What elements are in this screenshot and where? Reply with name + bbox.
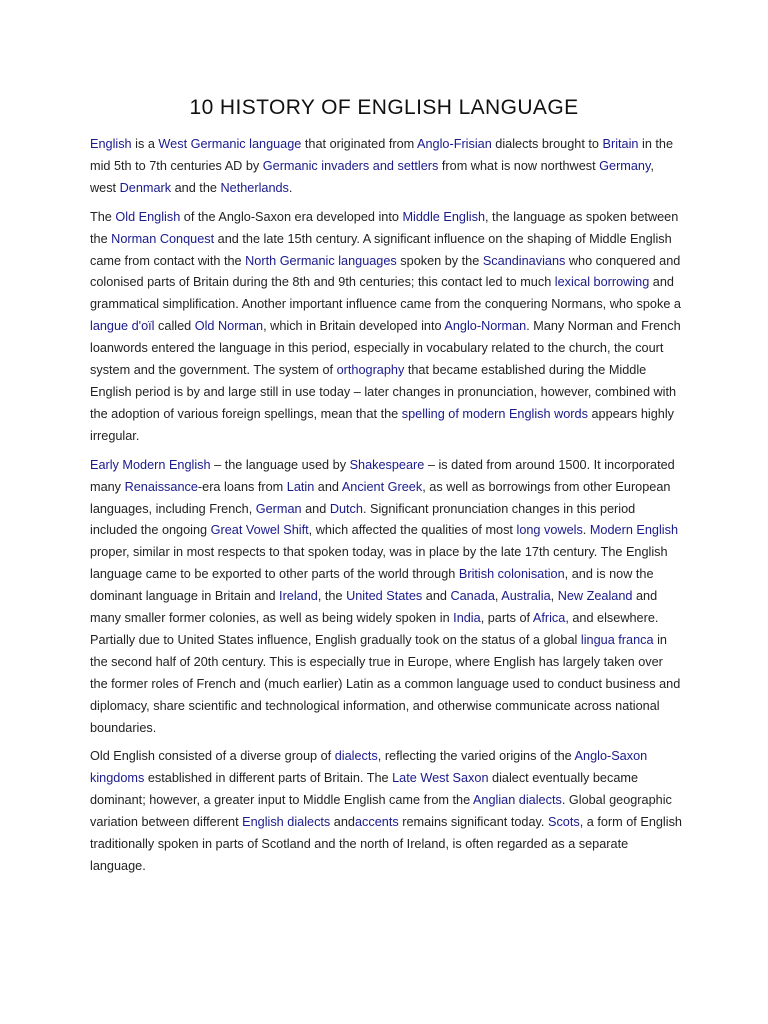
text-run: , parts of xyxy=(480,611,533,626)
text-run: proper, similar in most respects to that spoken today, was in place by the late 17th century. The English language came to be exported to other parts of the world through xyxy=(90,545,668,582)
inline-link[interactable]: Old Norman xyxy=(194,319,264,334)
inline-link[interactable]: English dialects xyxy=(242,815,331,830)
text-run: and xyxy=(330,815,355,830)
paragraph-4 xyxy=(90,746,682,877)
inline-link[interactable]: Scandinavians xyxy=(482,253,566,268)
text-run: , the language as spoken between the xyxy=(90,209,679,246)
inline-link[interactable]: Germany xyxy=(599,158,651,173)
inline-link[interactable]: Britain xyxy=(602,137,639,151)
inline-link[interactable]: British colonisation xyxy=(458,567,565,582)
inline-link[interactable]: Anglo-Saxon kingdoms xyxy=(90,749,648,786)
text-run: . xyxy=(288,180,293,195)
inline-link[interactable]: Old English xyxy=(115,209,181,224)
inline-link[interactable]: accents xyxy=(354,815,399,830)
inline-link[interactable]: Shakespeare xyxy=(349,457,425,472)
inline-link[interactable]: English xyxy=(90,137,132,151)
paragraph-3 xyxy=(90,455,682,740)
inline-link[interactable]: Denmark xyxy=(119,180,172,195)
inline-link[interactable]: dialects xyxy=(334,749,378,764)
text-run: . Many Norman and French loanwords entered the language in this period, especially in vocabulary related to the church, the court system and the government. The system of xyxy=(90,319,681,378)
text-run: remains significant today. xyxy=(398,815,548,830)
text-run: , and elsewhere. Partially due to United States influence, English gradually took on the status of a global xyxy=(90,611,659,647)
page-title: 10 HISTORY OF ENGLISH LANGUAGE xyxy=(189,96,579,119)
inline-link[interactable]: Australia xyxy=(501,589,551,604)
inline-link[interactable]: Canada xyxy=(450,589,495,604)
text-run: and xyxy=(301,501,330,516)
inline-link[interactable]: Germanic invaders and settlers xyxy=(262,158,439,173)
inline-link[interactable]: Modern English xyxy=(589,523,679,538)
text-run: , reflecting the varied origins of the xyxy=(377,749,575,764)
text-run: and the late 15th century. A significant influence on the shaping of Middle English came from contact with the xyxy=(90,231,672,268)
text-run: , which affected the qualities of most xyxy=(308,523,517,538)
article-body xyxy=(90,134,682,885)
text-run: from what is now northwest xyxy=(438,158,600,173)
inline-link[interactable]: lingua franca xyxy=(580,632,654,647)
text-run: , xyxy=(550,589,558,604)
text-run: is a xyxy=(131,137,159,151)
text-run: – is dated from around 1500. It incorporated many xyxy=(90,457,675,494)
text-run: and xyxy=(314,479,342,494)
text-run: , which in Britain developed into xyxy=(263,319,445,334)
inline-link[interactable]: India xyxy=(453,611,481,626)
text-run: , a form of English traditionally spoken in parts of Scotland and the north of Ireland, is often regarded as a separate language. xyxy=(90,815,682,873)
inline-link[interactable]: Netherlands xyxy=(220,180,289,195)
inline-link[interactable]: Norman Conquest xyxy=(111,231,215,246)
text-run: in the mid 5th to 7th centuries AD by xyxy=(90,137,674,173)
text-run: . xyxy=(582,523,590,538)
inline-link[interactable]: Early Modern English xyxy=(90,457,211,472)
inline-link[interactable]: Ancient Greek xyxy=(341,479,423,494)
text-run: appears highly irregular. xyxy=(90,406,674,443)
inline-link[interactable]: Dutch xyxy=(329,501,363,516)
text-run: dialects brought to xyxy=(491,137,603,151)
inline-link[interactable]: Anglian dialects xyxy=(472,793,562,808)
text-run: – the language used by xyxy=(210,457,350,472)
text-run: that originated from xyxy=(301,137,418,151)
inline-link[interactable]: North Germanic languages xyxy=(245,253,397,268)
inline-link[interactable]: Latin xyxy=(286,479,315,494)
text-run: in the second half of 20th century. This is especially true in Europe, where English has largely taken over the former roles of French and (much earlier) Latin as a common language used to conduct business and diplomacy, share scientific and technological information, and otherwise communicate across national boundaries. xyxy=(90,632,681,735)
text-run: spoken by the xyxy=(396,253,483,268)
text-run: , and is now the dominant language in Britain and xyxy=(90,567,654,604)
text-run: and the xyxy=(171,180,221,195)
text-run: -era loans from xyxy=(197,479,287,494)
inline-link[interactable]: spelling of modern English words xyxy=(401,406,588,421)
inline-link[interactable]: German xyxy=(255,501,302,516)
inline-link[interactable]: Anglo-Frisian xyxy=(417,137,492,151)
text-run: and grammatical simplification. Another important influence came from the conquering Normans, who spoke a xyxy=(90,275,681,312)
inline-link[interactable]: Renaissance xyxy=(124,479,198,494)
text-run: who conquered and colonised parts of Britain during the 8th and 9th centuries; this contact led to much xyxy=(90,253,681,290)
text-run: and many smaller former colonies, as well as being widely spoken in xyxy=(90,589,658,626)
text-run: dialect eventually became dominant; however, a greater input to Middle English came from the xyxy=(90,771,639,808)
inline-link[interactable]: United States xyxy=(346,589,423,604)
text-run: The xyxy=(90,209,116,224)
inline-link[interactable]: Scots xyxy=(547,815,580,830)
text-run: that became established during the Middle English period is by and large still in use today – later changes in pronunciation, however, combined with the adoption of various foreign spellings, mean that the xyxy=(90,363,677,421)
inline-link[interactable]: Great Vowel Shift xyxy=(210,523,309,538)
inline-link[interactable]: Late West Saxon xyxy=(392,771,489,786)
inline-link[interactable]: Anglo-Norman xyxy=(444,319,527,334)
text-run: , west xyxy=(90,158,654,195)
text-run: and xyxy=(422,589,451,604)
inline-link[interactable]: long vowels xyxy=(516,523,583,538)
paragraph-2 xyxy=(90,207,682,448)
inline-link[interactable]: langue d'oïl xyxy=(90,319,155,334)
text-run: called xyxy=(154,319,195,334)
text-run: of the Anglo-Saxon era developed into xyxy=(180,209,403,224)
text-run: Old English consisted of a diverse group of xyxy=(90,749,335,764)
inline-link[interactable]: Middle English xyxy=(402,209,485,224)
text-run: , the xyxy=(317,589,347,604)
inline-link[interactable]: orthography xyxy=(336,363,405,378)
text-run: established in different parts of Britain. The xyxy=(144,771,393,786)
inline-link[interactable]: West Germanic language xyxy=(158,137,302,151)
inline-link[interactable]: lexical borrowing xyxy=(554,275,650,290)
text-run: , as well as borrowings from other European languages, including French, xyxy=(90,479,671,516)
inline-link[interactable]: New Zealand xyxy=(557,589,633,604)
text-run: , xyxy=(494,589,502,604)
text-run: . Global geographic variation between different xyxy=(90,793,672,830)
paragraph-1 xyxy=(90,134,682,200)
text-run: . Significant pronunciation changes in this period included the ongoing xyxy=(90,501,636,538)
inline-link[interactable]: Africa xyxy=(532,611,566,626)
inline-link[interactable]: Ireland xyxy=(279,589,318,604)
